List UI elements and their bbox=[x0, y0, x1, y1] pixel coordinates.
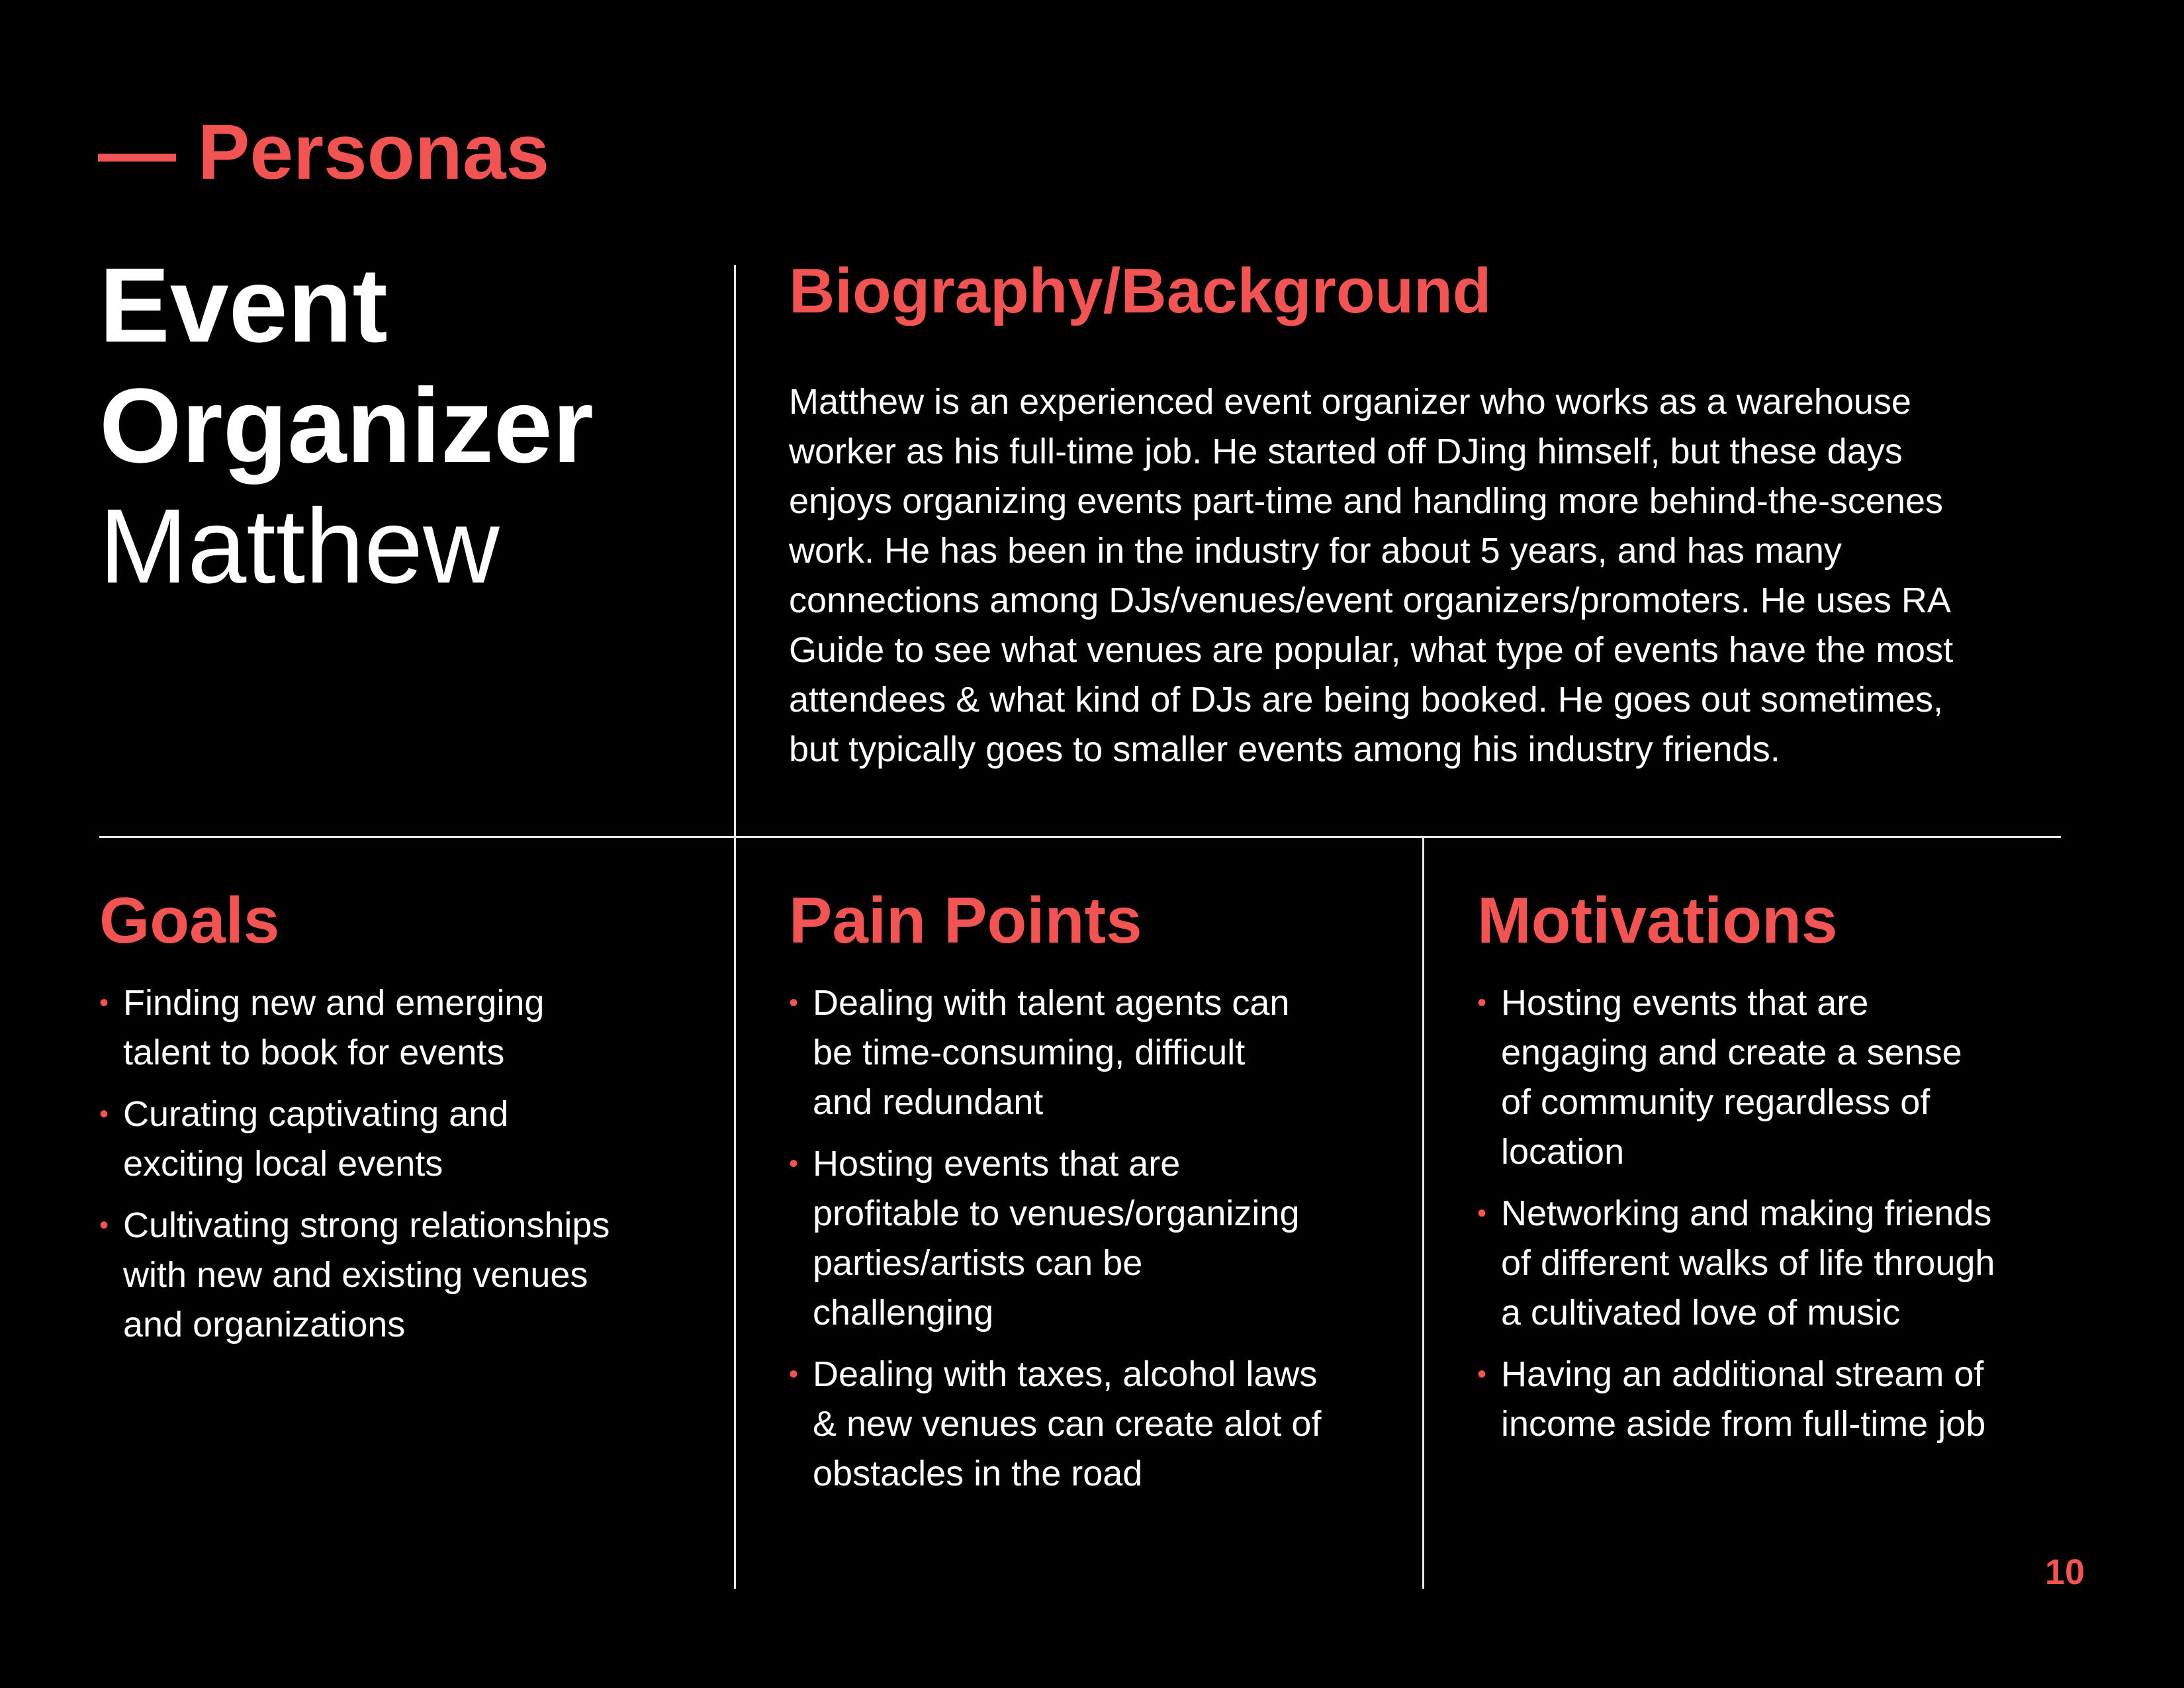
goals-item-line: exciting local events bbox=[123, 1144, 443, 1184]
motivations-item-line: Networking and making friends bbox=[1501, 1194, 1992, 1233]
motivations-heading: Motivations bbox=[1477, 884, 1838, 957]
persona-role-line-2: Organizer bbox=[99, 366, 594, 485]
motivations-item-line: Having an additional stream of bbox=[1501, 1354, 1984, 1394]
persona-name: Matthew bbox=[99, 487, 500, 605]
motivations-item-line: engaging and create a sense bbox=[1501, 1033, 1962, 1072]
goals-item-line: Cultivating strong relationships bbox=[123, 1205, 610, 1245]
goals-item bbox=[99, 1090, 715, 1189]
divider-vertical-left bbox=[734, 265, 736, 1589]
goals-item-line: talent to book for events bbox=[123, 1033, 505, 1072]
goals-heading: Goals bbox=[99, 884, 280, 957]
biography-line: Matthew is an experienced event organizer who works as a warehouse bbox=[789, 382, 1911, 422]
divider-horizontal bbox=[99, 836, 2061, 838]
biography-line: enjoys organizing events part-time and handling more behind-the-scenes bbox=[789, 481, 1944, 521]
biography-line: Guide to see what venues are popular, what type of events have the most bbox=[789, 630, 1954, 670]
goals-item bbox=[99, 1201, 715, 1350]
pain-points-item-line: & new venues can create alot of bbox=[813, 1404, 1322, 1444]
goals-item-line: Finding new and emerging bbox=[123, 983, 545, 1023]
pain-points-item-line: challenging bbox=[813, 1293, 994, 1333]
motivations-item-line: location bbox=[1501, 1132, 1625, 1172]
motivations-item bbox=[1477, 1350, 2106, 1449]
pain-points-item-line: Dealing with talent agents can bbox=[813, 983, 1290, 1023]
bullet-icon: • bbox=[1477, 1360, 1487, 1389]
pain-points-item bbox=[789, 1139, 1404, 1338]
goals-list bbox=[99, 978, 715, 1362]
biography-line: worker as his full-time job. He started off DJing himself, but these days bbox=[789, 432, 1903, 471]
bullet-icon: • bbox=[1477, 988, 1487, 1017]
biography-line: attendees & what kind of DJs are being booked. He goes out sometimes, bbox=[789, 680, 1944, 720]
biography-line: work. He has been in the industry for about 5 years, and has many bbox=[789, 531, 1842, 571]
divider-vertical-right bbox=[1422, 837, 1424, 1589]
pain-points-item-line: parties/artists can be bbox=[813, 1243, 1143, 1283]
motivations-item bbox=[1477, 1189, 2106, 1338]
pain-points-item-line: Dealing with taxes, alcohol laws bbox=[813, 1354, 1318, 1394]
persona-role-line-1: Event bbox=[99, 246, 388, 364]
section-label: — Personas bbox=[98, 109, 550, 196]
pain-points-item-line: obstacles in the road bbox=[813, 1454, 1143, 1493]
motivations-item bbox=[1477, 978, 2106, 1177]
goals-item-line: with new and existing venues bbox=[123, 1255, 588, 1295]
biography-heading: Biography/Background bbox=[789, 256, 1492, 326]
biography-text bbox=[789, 377, 2113, 774]
bullet-icon: • bbox=[99, 988, 109, 1017]
goals-item bbox=[99, 978, 715, 1078]
goals-item-line: and organizations bbox=[123, 1305, 406, 1344]
bullet-icon: • bbox=[1477, 1199, 1487, 1228]
pain-points-item-line: be time-consuming, difficult bbox=[813, 1033, 1246, 1072]
bullet-icon: • bbox=[789, 988, 799, 1017]
biography-line: connections among DJs/venues/event organizers/promoters. He uses RA bbox=[789, 581, 1951, 620]
motivations-item-line: income aside from full-time job bbox=[1501, 1404, 1986, 1444]
page-number: 10 bbox=[2044, 1552, 2085, 1592]
motivations-item-line: of different walks of life through bbox=[1501, 1243, 1995, 1283]
bullet-icon: • bbox=[789, 1360, 799, 1389]
pain-points-heading: Pain Points bbox=[789, 884, 1142, 957]
pain-points-item-line: profitable to venues/organizing bbox=[813, 1194, 1300, 1233]
goals-item-line: Curating captivating and bbox=[123, 1094, 509, 1134]
bullet-icon: • bbox=[789, 1149, 799, 1178]
motivations-list bbox=[1477, 978, 2106, 1461]
bullet-icon: • bbox=[99, 1100, 109, 1129]
pain-points-item-line: Hosting events that are bbox=[813, 1144, 1181, 1184]
motivations-item-line: a cultivated love of music bbox=[1501, 1293, 1901, 1333]
bullet-icon: • bbox=[99, 1211, 109, 1240]
biography-line: but typically goes to smaller events among his industry friends. bbox=[789, 729, 1780, 769]
pain-points-item-line: and redundant bbox=[813, 1082, 1044, 1122]
persona-heading bbox=[99, 245, 594, 606]
pain-points-item bbox=[789, 1350, 1404, 1499]
pain-points-list bbox=[789, 978, 1404, 1511]
motivations-item-line: of community regardless of bbox=[1501, 1082, 1931, 1122]
pain-points-item bbox=[789, 978, 1404, 1127]
motivations-item-line: Hosting events that are bbox=[1501, 983, 1869, 1023]
